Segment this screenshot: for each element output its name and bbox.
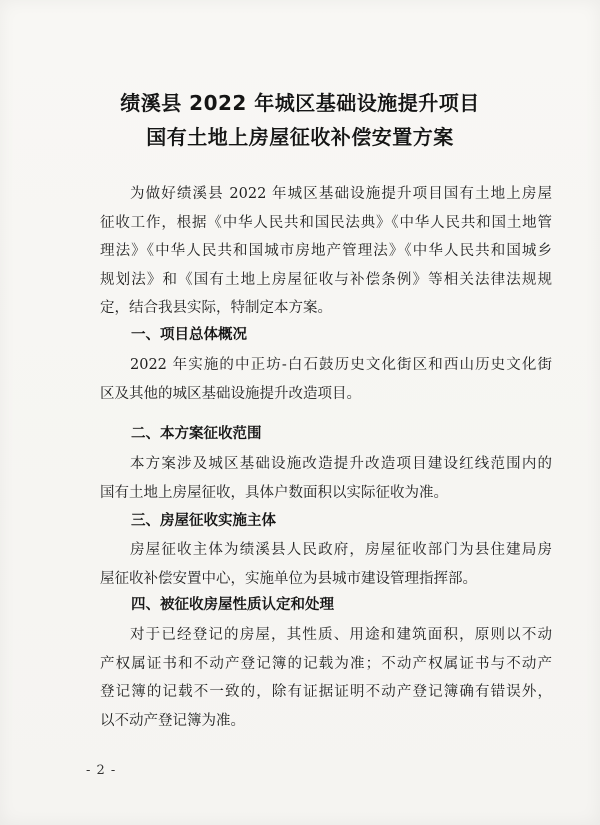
section-heading-2: 二、本方案征收范围	[131, 426, 262, 442]
text-line: 屋征收补偿安置中心，实施单位为县城市建设管理指挥部。	[100, 570, 477, 587]
text-line: 以不动产登记簿为准。	[100, 712, 245, 729]
page-number: - 2 -	[86, 763, 117, 778]
text-line: 区及其他的城区基础设施提升改造项目。	[100, 385, 361, 402]
section-1-paragraph	[100, 351, 552, 408]
section-heading-1: 一、项目总体概况	[131, 327, 247, 343]
section-3-paragraph	[100, 536, 552, 593]
text-line: 定，结合我县实际，特制定本方案。	[100, 300, 332, 316]
section-4-paragraph	[100, 621, 552, 735]
text-line: 理法》《中华人民共和国城市房地产管理法》《中华人民共和国城乡	[100, 243, 552, 259]
section-heading-3: 三、房屋征收实施主体	[131, 513, 276, 529]
text-line: 房屋征收主体为绩溪县人民政府，房屋征收部门为县住建局房	[130, 542, 552, 558]
text-line: 为做好绩溪县 2022 年城区基础设施提升项目国有土地上房屋	[130, 186, 552, 202]
text-line: 产权属证书和不动产登记簿的记载为准；不动产权属证书与不动产	[100, 655, 552, 672]
text-line: 国有土地上房屋征收，具体户数面积以实际征收为准。	[100, 484, 448, 501]
text-line: 征收工作，根据《中华人民共和国民法典》《中华人民共和国土地管	[100, 214, 552, 231]
text-line: 对于已经登记的房屋，其性质、用途和建筑面积，原则以不动	[130, 627, 552, 643]
document-title-line-1: 绩溪县 2022 年城区基础设施提升项目	[120, 91, 480, 115]
text-line: 2022 年实施的中正坊-白石鼓历史文化街区和西山历史文化街	[130, 357, 552, 373]
document-title-line-2: 国有土地上房屋征收补偿安置方案	[146, 125, 454, 149]
text-line: 登记簿的记载不一致的，除有证据证明不动产登记簿确有错误外，	[100, 684, 552, 700]
section-2-paragraph	[100, 450, 552, 507]
text-line: 本方案涉及城区基础设施改造提升改造项目建设红线范围内的	[130, 456, 552, 472]
intro-paragraph	[100, 180, 552, 323]
text-line: 规划法》和《国有土地上房屋征收与补偿条例》等相关法律法规规	[100, 271, 552, 288]
section-heading-4: 四、被征收房屋性质认定和处理	[131, 597, 334, 613]
